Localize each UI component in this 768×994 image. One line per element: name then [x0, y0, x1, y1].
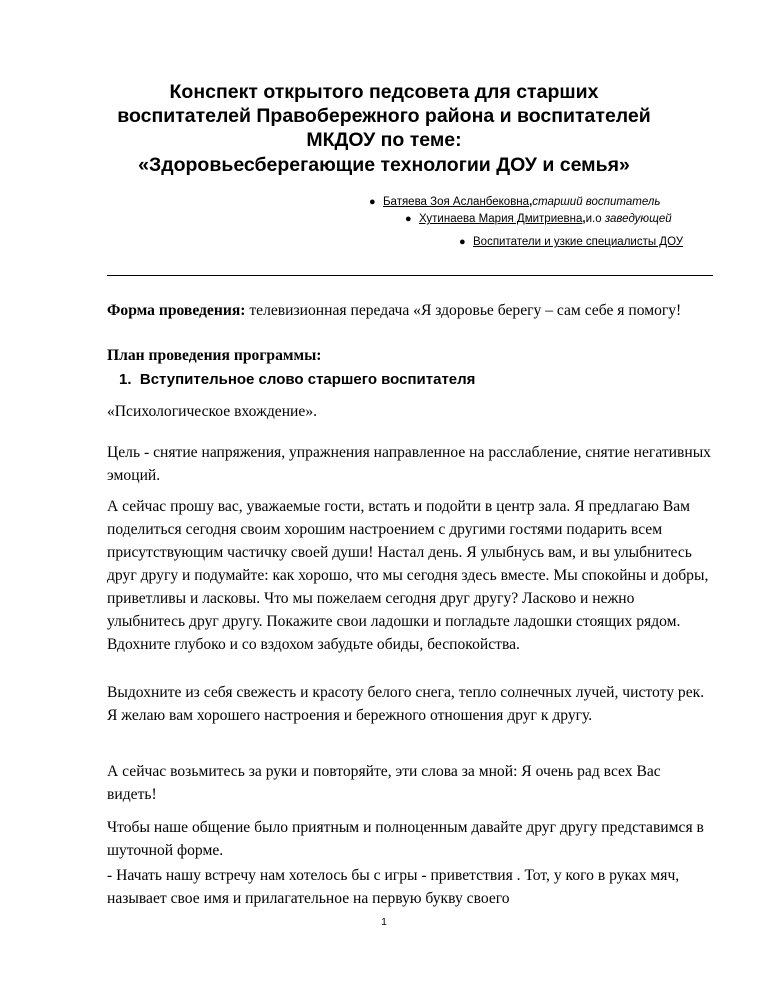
form-label: Форма проведения: — [107, 302, 246, 319]
document-subtitle: «Здоровьесберегающие технологии ДОУ и семья» — [138, 154, 630, 176]
paragraph: Цель - снятие напряжения, упражнения направленное на расслабление, снятие негативных эмоций. — [107, 444, 711, 484]
author-name: Хутинаева Мария Дмитриевна — [419, 213, 583, 225]
bullet-icon: ● — [369, 196, 376, 208]
step-item — [119, 368, 725, 391]
page-number: 1 — [381, 917, 387, 928]
author-role: заведующей — [604, 213, 672, 225]
bullet-icon: ● — [405, 213, 412, 225]
step-number: 1. — [119, 371, 132, 388]
title-line: Конспект открытого педсовета для старших — [169, 81, 599, 103]
paragraph: «Психологическое вхождение». — [107, 403, 318, 420]
step-text: Вступительное слово старшего воспитателя — [139, 371, 476, 388]
form-paragraph — [107, 299, 713, 322]
author-comma: , — [529, 196, 533, 208]
author-name: Воспитатели и узкие специалисты ДОУ — [473, 236, 684, 248]
plan-heading: План проведения программы: — [107, 347, 322, 364]
form-text: телевизионная передача «Я здоровье берегу – сам себе я помогу! — [245, 302, 682, 319]
author-item — [405, 212, 672, 226]
title-line: воспитателей Правобережного района и воспитателей — [117, 105, 651, 127]
paragraph: Выдохните из себя свежесть и красоту белого снега, тепло солнечных лучей, чистоту рек. Я желаю вам хорошего настроения и бережного отношения друг к другу. — [107, 684, 705, 724]
paragraph: Чтобы наше общение было приятным и полноценным давайте друг другу представимся в шуточной форме. — [107, 819, 704, 859]
author-role: старший воспитатель — [532, 196, 661, 208]
author-comma: , — [582, 213, 586, 225]
title-line: МКДОУ по теме: — [306, 129, 462, 151]
bullet-icon: ● — [459, 236, 466, 248]
author-item — [369, 195, 661, 209]
author-item — [459, 235, 684, 249]
document-title — [80, 80, 688, 152]
paragraph: А сейчас возьмитесь за руки и повторяйте, эти слова за мной: Я очень рад всех Вас видеть! — [107, 763, 661, 803]
paragraph: А сейчас прошу вас, уважаемые гости, встать и подойти в центр зала. Я предлагаю Вам поделиться сегодня своим хорошим настроением с другими гостями подарить всем присутствующим частичку своей души! Настал день. Я улыбнусь вам, и вы улыбнитесь друг другу и подумайте: как хорошо, что мы сегодня здесь вместе. Мы спокойны и добры, приветливы и ласковы. Что мы пожелаем сегодня друг другу? Ласково и нежно улыбнитесь друг другу. Покажите свои ладошки и погладьте ладошки стоящих рядом. Вдохните глубоко и со вздохом забудьте обиды, беспокойства. — [107, 498, 709, 653]
paragraph: - Начать нашу встречу нам хотелось бы с игры - приветствия . Тот, у кого в руках мяч, называет свое имя и прилагательное на первую букву своего — [107, 867, 680, 907]
author-prefix: и.о — [585, 213, 605, 225]
horizontal-divider — [107, 275, 713, 276]
author-name: Батяева Зоя Асланбековна — [383, 196, 530, 208]
